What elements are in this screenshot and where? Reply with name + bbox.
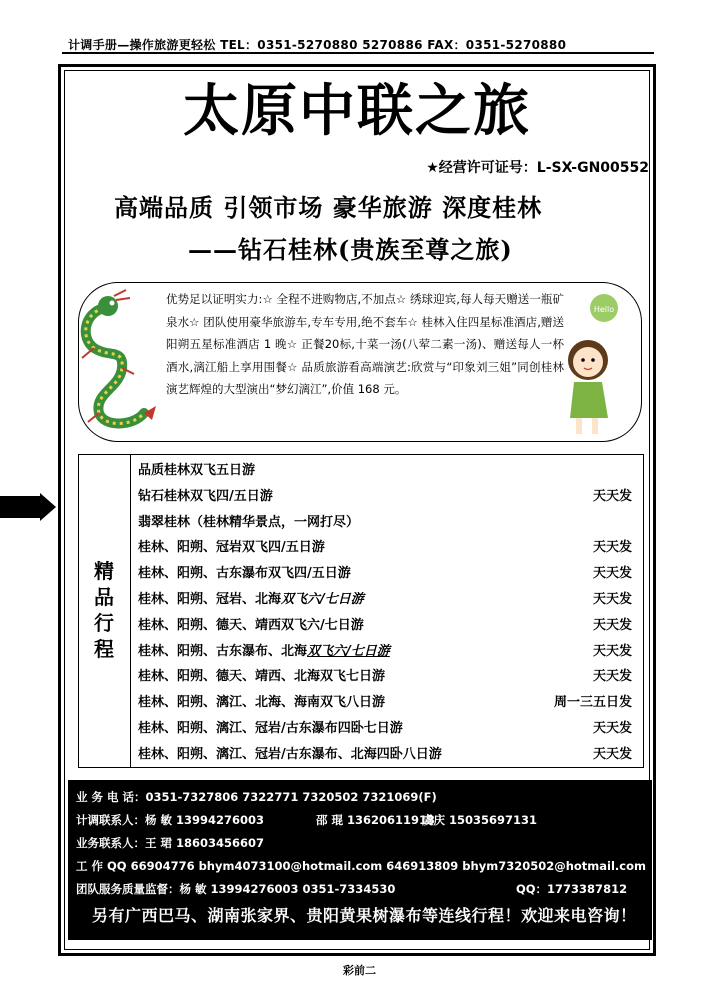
itinerary-name-part: 桂林、阳朔、古东瀑布、北海 [138, 643, 308, 659]
slogan-line-1: 高端品质 引领市场 豪华旅游 深度桂林 [114, 193, 543, 222]
hello-sign-text: Hello [593, 305, 615, 314]
itinerary-frequency: 天天发 [592, 540, 632, 556]
page-marker-arrow [0, 496, 40, 518]
itinerary-divider [130, 454, 131, 768]
itinerary-row [138, 664, 632, 690]
itinerary-frequency: 天天发 [592, 669, 632, 685]
itinerary-name: 桂林、阳朔、漓江、北海、海南双飞八日游 [138, 695, 386, 711]
itinerary-frequency: 天天发 [592, 488, 632, 504]
itinerary-name: 翡翠桂林（桂林精华景点，一网打尽） [138, 514, 360, 530]
side-label-char: 行 [94, 611, 114, 635]
license-number: ★经营许可证号：L-SX-GN00552 [426, 160, 649, 176]
itinerary-row [138, 690, 632, 716]
itinerary-frequency: 天天发 [592, 746, 632, 762]
itinerary-frequency: 天天发 [592, 617, 632, 633]
itinerary-frequency: 天天发 [592, 591, 632, 607]
itinerary-name-part: 双飞六/七日游 [281, 591, 364, 607]
page-title: 太原中联之旅 [183, 79, 531, 144]
itinerary-side-label [86, 558, 122, 662]
planner-2: 邵 琨 13620611913 [316, 813, 436, 827]
itinerary-frequency: 周一三五日发 [553, 695, 632, 711]
itinerary-frequency: 天天发 [592, 643, 632, 659]
side-label-char: 品 [94, 585, 114, 609]
features-text: 优势足以证明实力:☆ 全程不进购物店,不加点☆ 绣球迎宾,每人每天赠送一瓶矿泉水☆ 团队使用豪华旅游车,专车专用,绝不套车☆ 桂林入住四星标准酒店,赠送阳朔五星标准酒店 1 晚☆ 正餐20标,十菜一汤(八荤二素一汤)、赠送每人一杯酒水,漓江船上享用围餐☆ 品质旅游看高端演艺:欣赏与“印象刘三姐”同创桂林演艺辉煌的大型演出“梦幻漓江”,价值 168 元。 [166, 292, 564, 396]
itinerary-row [138, 484, 632, 510]
itinerary-row [138, 458, 632, 484]
header-rule [62, 52, 654, 54]
itinerary-name: 桂林、阳朔、古东瀑布双飞四/五日游 [138, 566, 351, 582]
itinerary-name: 桂林、阳朔、漓江、冠岩/古东瀑布四卧七日游 [138, 720, 403, 736]
itinerary-row [138, 535, 632, 561]
dragon-illustration [74, 288, 166, 433]
page-footer: 彩前二 [343, 964, 376, 977]
itinerary-row [138, 587, 632, 613]
itinerary-row [138, 639, 632, 665]
contact-planners [76, 809, 652, 832]
itinerary-row [138, 510, 632, 536]
contact-qq: 工 作 QQ 66904776 bhym4073100@hotmail.com 646913809 bhym7320502@hotmail.com [76, 859, 646, 873]
contact-phone: 业 务 电 话：0351-7327806 7322771 7320502 7321069(F) [76, 790, 437, 804]
itinerary-name: 桂林、阳朔、德天、靖西双飞六/七日游 [138, 617, 364, 633]
planner-3: 虞庆 15035697131 [422, 813, 538, 827]
supervisor-info: 团队服务质量监督：杨 敏 13994276003 0351-7334530 [76, 882, 396, 896]
supervisor-qq: QQ：1773387812 [516, 882, 628, 896]
itinerary-name [138, 639, 390, 665]
itinerary-frequency: 天天发 [592, 566, 632, 582]
side-label-char: 程 [94, 637, 114, 661]
itinerary-name-part: 双飞六/七日游 [307, 643, 390, 659]
itinerary-name-part: 桂林、阳朔、冠岩、北海 [138, 591, 282, 607]
itinerary-name: 品质桂林双飞五日游 [138, 463, 256, 478]
itinerary-row [138, 716, 632, 742]
planner-1: 计调联系人：杨 敏 13994276003 [76, 813, 265, 827]
itinerary-row [138, 561, 632, 587]
itinerary-name: 桂林、阳朔、德天、靖西、北海双飞七日游 [138, 669, 386, 685]
itinerary-name [138, 587, 364, 613]
contact-supervisor [76, 878, 652, 901]
itinerary-frequency: 天天发 [592, 720, 632, 736]
side-label-char: 精 [94, 559, 114, 583]
page-marker-arrow-tip [40, 493, 56, 521]
girl-illustration [560, 290, 642, 440]
contact-bottom-banner: 另有广西巴马、湖南张家界、贵阳黄果树瀑布等连线行程！欢迎来电咨询！ [92, 906, 637, 925]
itinerary-name: 桂林、阳朔、冠岩双飞四/五日游 [138, 540, 325, 556]
contact-panel [68, 780, 652, 940]
contact-sales: 业务联系人：王 珺 18603456607 [76, 836, 265, 850]
header-contact-line: 计调手册—操作旅游更轻松 TEL：0351-5270880 5270886 FAX：0351-5270880 [68, 38, 567, 52]
itinerary-row [138, 742, 632, 768]
itinerary-list [138, 458, 632, 768]
itinerary-row [138, 613, 632, 639]
slogan-line-2: ——钻石桂林(贵族至尊之旅) [188, 235, 513, 264]
itinerary-name: 桂林、阳朔、漓江、冠岩/古东瀑布、北海四卧八日游 [138, 746, 442, 762]
itinerary-name: 钻石桂林双飞四/五日游 [138, 488, 273, 504]
